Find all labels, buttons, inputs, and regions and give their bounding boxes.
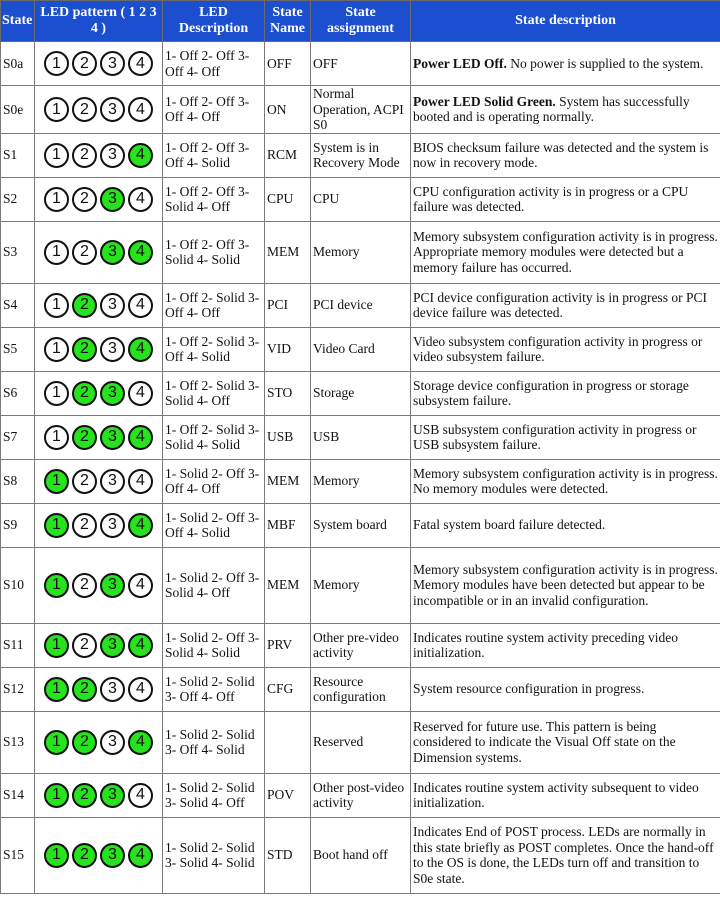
state-name-cell: STO <box>265 371 311 415</box>
state-assignment-cell: Storage <box>311 371 411 415</box>
table-row <box>1 667 720 711</box>
led-description-cell: 1- Off 2- Solid 3- Off 4- Off <box>163 283 265 327</box>
led-pattern-cell <box>35 817 163 893</box>
led-2-solid-icon: 2 <box>72 293 97 318</box>
led-pattern <box>36 51 161 76</box>
state-assignment-cell: Other pre-video activity <box>311 623 411 667</box>
state-cell: S9 <box>1 503 35 547</box>
led-1-off-icon: 1 <box>44 381 69 406</box>
state-description-text: No power is supplied to the system. <box>506 55 704 71</box>
led-2-solid-icon: 2 <box>72 677 97 702</box>
led-description-cell: 1- Off 2- Solid 3- Off 4- Solid <box>163 327 265 371</box>
led-pattern-cell <box>35 503 163 547</box>
led-1-off-icon: 1 <box>44 143 69 168</box>
state-cell: S1 <box>1 133 35 177</box>
led-3-solid-icon: 3 <box>100 843 125 868</box>
led-2-off-icon: 2 <box>72 573 97 598</box>
state-description-cell <box>411 371 720 415</box>
state-description-cell <box>411 711 720 773</box>
state-description-cell <box>411 221 720 283</box>
led-2-off-icon: 2 <box>72 51 97 76</box>
state-name-cell: OFF <box>265 42 311 86</box>
led-pattern-cell <box>35 711 163 773</box>
led-description-cell: 1- Off 2- Off 3- Off 4- Off <box>163 42 265 86</box>
led-3-off-icon: 3 <box>100 730 125 755</box>
state-assignment-cell: Memory <box>311 459 411 503</box>
state-assignment-cell: OFF <box>311 42 411 86</box>
led-pattern <box>36 513 161 538</box>
state-assignment-cell: System is in Recovery Mode <box>311 133 411 177</box>
led-3-solid-icon: 3 <box>100 425 125 450</box>
state-description-text: BIOS checksum failure was detected and the system is now in recovery mode. <box>413 139 709 170</box>
led-4-solid-icon: 4 <box>128 730 153 755</box>
led-pattern-cell <box>35 459 163 503</box>
state-name-cell: POV <box>265 773 311 817</box>
table-row <box>1 86 720 134</box>
led-pattern <box>36 143 161 168</box>
state-description-text: Video subsystem configuration activity in progress or video subsystem failure. <box>413 333 703 364</box>
state-description-cell <box>411 283 720 327</box>
led-description-cell: 1- Off 2- Off 3- Solid 4- Off <box>163 177 265 221</box>
led-1-solid-icon: 1 <box>44 513 69 538</box>
state-description-cell <box>411 133 720 177</box>
led-3-solid-icon: 3 <box>100 240 125 265</box>
state-description-text: System resource configuration in progress. <box>413 681 645 697</box>
led-pattern <box>36 425 161 450</box>
led-pattern-cell <box>35 371 163 415</box>
led-4-solid-icon: 4 <box>128 843 153 868</box>
led-description-cell: 1- Off 2- Solid 3- Solid 4- Solid <box>163 415 265 459</box>
state-name-cell: VID <box>265 327 311 371</box>
state-cell: S10 <box>1 547 35 623</box>
state-assignment-cell: Video Card <box>311 327 411 371</box>
led-pattern <box>36 730 161 755</box>
state-description-text: Memory subsystem configuration activity is in progress. Appropriate memory modules were detected but a memory failure has occurred. <box>413 228 718 275</box>
table-row <box>1 42 720 86</box>
led-description-cell: 1- Off 2- Off 3- Solid 4- Solid <box>163 221 265 283</box>
led-pattern <box>36 97 161 122</box>
table-body <box>1 42 720 894</box>
led-4-solid-icon: 4 <box>128 513 153 538</box>
table-row <box>1 283 720 327</box>
led-2-off-icon: 2 <box>72 469 97 494</box>
led-pattern <box>36 677 161 702</box>
led-2-solid-icon: 2 <box>72 730 97 755</box>
led-1-off-icon: 1 <box>44 293 69 318</box>
state-assignment-cell: PCI device <box>311 283 411 327</box>
led-pattern <box>36 337 161 362</box>
state-cell: S5 <box>1 327 35 371</box>
led-3-off-icon: 3 <box>100 51 125 76</box>
led-1-solid-icon: 1 <box>44 677 69 702</box>
led-4-solid-icon: 4 <box>128 425 153 450</box>
state-description-cell <box>411 327 720 371</box>
state-cell: S13 <box>1 711 35 773</box>
table-row <box>1 817 720 893</box>
state-name-cell: MEM <box>265 221 311 283</box>
led-pattern-cell <box>35 623 163 667</box>
state-cell: S2 <box>1 177 35 221</box>
table-row <box>1 547 720 623</box>
led-2-off-icon: 2 <box>72 187 97 212</box>
led-description-cell: 1- Solid 2- Solid 3- Solid 4- Off <box>163 773 265 817</box>
led-4-solid-icon: 4 <box>128 240 153 265</box>
table-row <box>1 459 720 503</box>
header-state-assignment: State assignment <box>311 1 411 42</box>
led-4-off-icon: 4 <box>128 293 153 318</box>
led-3-solid-icon: 3 <box>100 381 125 406</box>
state-description-text: Reserved for future use. This pattern is being considered to indicate the Visual Off state on the Dimension systems. <box>413 718 676 765</box>
state-description-text: Indicates routine system activity subsequent to video initialization. <box>413 779 699 810</box>
state-name-cell: CFG <box>265 667 311 711</box>
state-description-text: Indicates End of POST process. LEDs are normally in this state briefly as POST completes. Once the hand-off to the OS is done, the LEDs turn off and transition to S0e state. <box>413 824 714 886</box>
state-assignment-cell: System board <box>311 503 411 547</box>
state-description-text: PCI device configuration activity is in progress or PCI device failure was detected. <box>413 289 707 320</box>
state-description-text: System has successfully booted and is operating normally. <box>413 93 690 125</box>
led-pattern <box>36 240 161 265</box>
state-name-cell <box>265 711 311 773</box>
led-pattern-cell <box>35 133 163 177</box>
state-name-cell: MEM <box>265 459 311 503</box>
table-row <box>1 221 720 283</box>
led-pattern-cell <box>35 42 163 86</box>
led-4-solid-icon: 4 <box>128 143 153 168</box>
state-cell: S15 <box>1 817 35 893</box>
led-pattern <box>36 843 161 868</box>
led-4-off-icon: 4 <box>128 187 153 212</box>
state-description-cell <box>411 773 720 817</box>
table-row <box>1 415 720 459</box>
led-3-off-icon: 3 <box>100 293 125 318</box>
led-description-cell: 1- Solid 2- Off 3- Solid 4- Off <box>163 547 265 623</box>
led-1-solid-icon: 1 <box>44 783 69 808</box>
led-1-solid-icon: 1 <box>44 469 69 494</box>
led-3-solid-icon: 3 <box>100 573 125 598</box>
header-state-description: State description <box>411 1 720 42</box>
led-3-off-icon: 3 <box>100 97 125 122</box>
led-pattern-cell <box>35 177 163 221</box>
state-cell: S4 <box>1 283 35 327</box>
state-cell: S0a <box>1 42 35 86</box>
led-description-cell: 1- Solid 2- Solid 3- Off 4- Solid <box>163 711 265 773</box>
led-3-off-icon: 3 <box>100 513 125 538</box>
led-4-off-icon: 4 <box>128 783 153 808</box>
table-row <box>1 623 720 667</box>
state-description-text: Memory subsystem configuration activity is in progress. Memory modules have been detected but appear to be incompatible or in an invalid configuration. <box>413 561 718 608</box>
led-3-off-icon: 3 <box>100 469 125 494</box>
state-assignment-cell: Resource configuration <box>311 667 411 711</box>
led-1-solid-icon: 1 <box>44 573 69 598</box>
header-led-description: LED Description <box>163 1 265 42</box>
led-description-cell: 1- Off 2- Off 3- Off 4- Solid <box>163 133 265 177</box>
state-assignment-cell: Memory <box>311 547 411 623</box>
led-1-off-icon: 1 <box>44 425 69 450</box>
led-pattern-cell <box>35 86 163 134</box>
led-pattern <box>36 381 161 406</box>
led-description-cell: 1- Off 2- Off 3- Off 4- Off <box>163 86 265 134</box>
header-row <box>1 1 720 42</box>
led-2-solid-icon: 2 <box>72 783 97 808</box>
state-description-text: Indicates routine system activity preceding video initialization. <box>413 629 679 660</box>
led-1-solid-icon: 1 <box>44 730 69 755</box>
led-4-off-icon: 4 <box>128 469 153 494</box>
led-2-solid-icon: 2 <box>72 337 97 362</box>
state-description-cell <box>411 177 720 221</box>
led-pattern <box>36 573 161 598</box>
state-description-text: USB subsystem configuration activity in progress or USB subsystem failure. <box>413 421 697 452</box>
table-row <box>1 503 720 547</box>
state-description-cell <box>411 667 720 711</box>
led-4-off-icon: 4 <box>128 51 153 76</box>
header-led-pattern: LED pattern ( 1 2 3 4 ) <box>35 1 163 42</box>
led-pattern-cell <box>35 415 163 459</box>
led-pattern-cell <box>35 667 163 711</box>
led-3-solid-icon: 3 <box>100 633 125 658</box>
led-2-off-icon: 2 <box>72 240 97 265</box>
led-3-off-icon: 3 <box>100 143 125 168</box>
state-assignment-cell: Normal Operation, ACPI S0 <box>311 86 411 134</box>
led-4-off-icon: 4 <box>128 97 153 122</box>
led-pattern-cell <box>35 773 163 817</box>
state-cell: S0e <box>1 86 35 134</box>
led-1-off-icon: 1 <box>44 240 69 265</box>
state-name-cell: ON <box>265 86 311 134</box>
led-description-cell: 1- Solid 2- Solid 3- Solid 4- Solid <box>163 817 265 893</box>
led-3-solid-icon: 3 <box>100 187 125 212</box>
led-description-cell: 1- Solid 2- Off 3- Off 4- Off <box>163 459 265 503</box>
led-1-off-icon: 1 <box>44 187 69 212</box>
table-row <box>1 371 720 415</box>
state-name-cell: USB <box>265 415 311 459</box>
led-4-off-icon: 4 <box>128 381 153 406</box>
led-1-off-icon: 1 <box>44 97 69 122</box>
state-name-cell: CPU <box>265 177 311 221</box>
led-2-solid-icon: 2 <box>72 425 97 450</box>
led-pattern <box>36 469 161 494</box>
led-3-off-icon: 3 <box>100 337 125 362</box>
led-2-off-icon: 2 <box>72 633 97 658</box>
state-name-cell: STD <box>265 817 311 893</box>
led-1-off-icon: 1 <box>44 337 69 362</box>
state-name-cell: MEM <box>265 547 311 623</box>
state-assignment-cell: Memory <box>311 221 411 283</box>
state-description-bold: Power LED Solid Green. <box>413 93 556 109</box>
led-1-solid-icon: 1 <box>44 843 69 868</box>
state-description-cell <box>411 623 720 667</box>
led-4-off-icon: 4 <box>128 573 153 598</box>
led-pattern-cell <box>35 283 163 327</box>
state-cell: S11 <box>1 623 35 667</box>
led-1-off-icon: 1 <box>44 51 69 76</box>
led-description-cell: 1- Solid 2- Off 3- Solid 4- Solid <box>163 623 265 667</box>
led-pattern-cell <box>35 327 163 371</box>
led-pattern <box>36 187 161 212</box>
led-4-solid-icon: 4 <box>128 633 153 658</box>
led-description-cell: 1- Off 2- Solid 3- Solid 4- Off <box>163 371 265 415</box>
state-description-text: Memory subsystem configuration activity is in progress. No memory modules were detected. <box>413 465 718 496</box>
state-cell: S14 <box>1 773 35 817</box>
table-row <box>1 133 720 177</box>
state-description-text: Storage device configuration in progress or storage subsystem failure. <box>413 377 689 408</box>
state-description-cell <box>411 42 720 86</box>
led-description-cell: 1- Solid 2- Solid 3- Off 4- Off <box>163 667 265 711</box>
led-4-solid-icon: 4 <box>128 337 153 362</box>
state-description-text: Fatal system board failure detected. <box>413 517 606 533</box>
led-2-solid-icon: 2 <box>72 381 97 406</box>
led-pattern <box>36 783 161 808</box>
header-state: State <box>1 1 35 42</box>
state-description-cell <box>411 459 720 503</box>
state-description-cell <box>411 503 720 547</box>
state-description-bold: Power LED Off. <box>413 55 507 71</box>
state-cell: S6 <box>1 371 35 415</box>
led-2-off-icon: 2 <box>72 513 97 538</box>
led-2-off-icon: 2 <box>72 143 97 168</box>
state-name-cell: MBF <box>265 503 311 547</box>
table-row <box>1 773 720 817</box>
header-state-name: State Name <box>265 1 311 42</box>
state-cell: S8 <box>1 459 35 503</box>
state-description-cell <box>411 86 720 134</box>
state-assignment-cell: Other post-video activity <box>311 773 411 817</box>
led-3-off-icon: 3 <box>100 677 125 702</box>
state-description-cell <box>411 415 720 459</box>
state-description-cell <box>411 547 720 623</box>
state-name-cell: RCM <box>265 133 311 177</box>
led-2-off-icon: 2 <box>72 97 97 122</box>
state-cell: S7 <box>1 415 35 459</box>
led-2-solid-icon: 2 <box>72 843 97 868</box>
led-pattern <box>36 633 161 658</box>
state-assignment-cell: Boot hand off <box>311 817 411 893</box>
state-assignment-cell: Reserved <box>311 711 411 773</box>
state-cell: S3 <box>1 221 35 283</box>
led-pattern <box>36 293 161 318</box>
table-row <box>1 711 720 773</box>
led-3-solid-icon: 3 <box>100 783 125 808</box>
led-pattern-cell <box>35 221 163 283</box>
table-row <box>1 327 720 371</box>
state-name-cell: PCI <box>265 283 311 327</box>
table-row <box>1 177 720 221</box>
led-description-cell: 1- Solid 2- Off 3- Off 4- Solid <box>163 503 265 547</box>
led-1-solid-icon: 1 <box>44 633 69 658</box>
state-assignment-cell: USB <box>311 415 411 459</box>
state-description-cell <box>411 817 720 893</box>
state-assignment-cell: CPU <box>311 177 411 221</box>
state-description-text: CPU configuration activity is in progress or a CPU failure was detected. <box>413 183 689 214</box>
led-pattern-cell <box>35 547 163 623</box>
led-4-off-icon: 4 <box>128 677 153 702</box>
state-cell: S12 <box>1 667 35 711</box>
state-name-cell: PRV <box>265 623 311 667</box>
